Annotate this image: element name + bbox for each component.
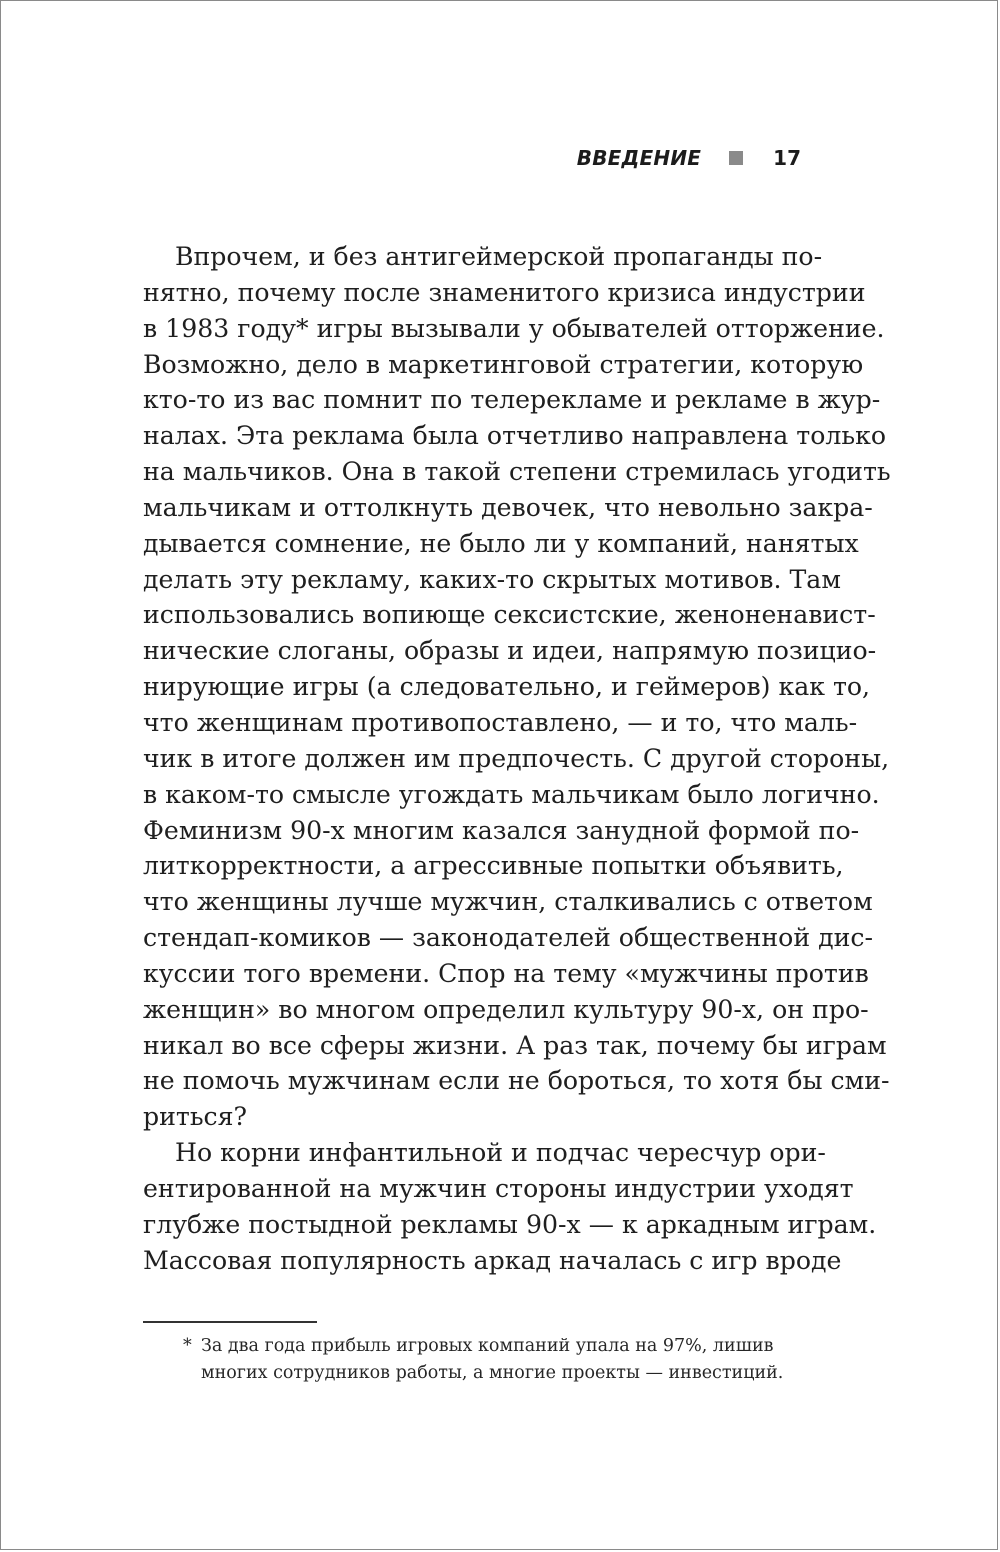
text-line: мальчикам и оттолкнуть девочек, что невольно закра-	[143, 492, 873, 522]
text-line: Возможно, дело в маркетинговой стратегии, которую	[143, 349, 864, 379]
text-line: Но корни инфантильной и подчас чересчур ори-	[175, 1138, 826, 1168]
text-line: что женщинам противопоставлено, — и то, что маль-	[143, 707, 858, 737]
text-line: никал во все сферы жизни. А раз так, почему бы играм	[143, 1030, 887, 1060]
running-head	[577, 143, 801, 173]
text-line: налах. Эта реклама была отчетливо направлена только	[143, 421, 886, 451]
text-line: на мальчиков. Она в такой степени стремилась угодить	[143, 457, 891, 487]
page-number: 17	[773, 146, 801, 170]
text-line: что женщины лучше мужчин, сталкивались с ответом	[143, 887, 873, 917]
text-line: в каком-то смысле угождать мальчикам было логично.	[143, 779, 880, 809]
text-line: использовались вопиюще сексистские, женоненавист-	[143, 600, 876, 630]
text-line: кто-то из вас помнит по телерекламе и рекламе в жур-	[143, 385, 881, 415]
text-line: Массовая популярность аркад началась с игр вроде	[143, 1245, 842, 1275]
text-line: стендап-комиков — законодателей общественной дис-	[143, 923, 874, 953]
text-line: в 1983 году* игры вызывали у обывателей отторжение.	[143, 313, 885, 343]
text-line: куссии того времени. Спор на тему «мужчины против	[143, 958, 869, 988]
footnote-marker: *	[183, 1336, 192, 1356]
square-separator-icon	[729, 151, 743, 165]
text-line: Впрочем, и без антигеймерской пропаганды по-	[175, 242, 823, 271]
section-title: ВВЕДЕНИЕ	[576, 146, 702, 170]
footnote-line: многих сотрудников работы, а многие проекты — инвестиций.	[201, 1363, 784, 1383]
text-line: нические слоганы, образы и идеи, напрямую позицио-	[143, 636, 877, 666]
text-line: делать эту рекламу, каких-то скрытых мотивов. Там	[143, 564, 841, 594]
footnote-rule	[143, 1321, 317, 1323]
footnote-line: За два года прибыль игровых компаний упала на 97%, лишив	[201, 1336, 774, 1356]
text-line: глубже постыдной рекламы 90-х — к аркадным играм.	[143, 1209, 877, 1239]
text-line: нирующие игры (а следовательно, и геймеров) как то,	[143, 672, 871, 702]
text-line: дывается сомнение, не было ли у компаний, нанятых	[143, 528, 859, 558]
text-line: ентированной на мужчин стороны индустрии уходят	[143, 1173, 854, 1203]
body-text	[143, 239, 891, 1278]
text-line: женщин» во многом определил культуру 90-х, он про-	[143, 994, 869, 1024]
footnote	[183, 1333, 813, 1387]
text-line: нятно, почему после знаменитого кризиса индустрии	[143, 277, 866, 307]
text-line: чик в итоге должен им предпочесть. С другой стороны,	[143, 743, 890, 773]
text-line: риться?	[143, 1102, 248, 1132]
text-line: литкорректности, а агрессивные попытки объявить,	[143, 851, 844, 881]
text-line: Феминизм 90-х многим казался занудной формой по-	[143, 815, 860, 845]
text-line: не помочь мужчинам если не бороться, то хотя бы сми-	[143, 1066, 890, 1096]
